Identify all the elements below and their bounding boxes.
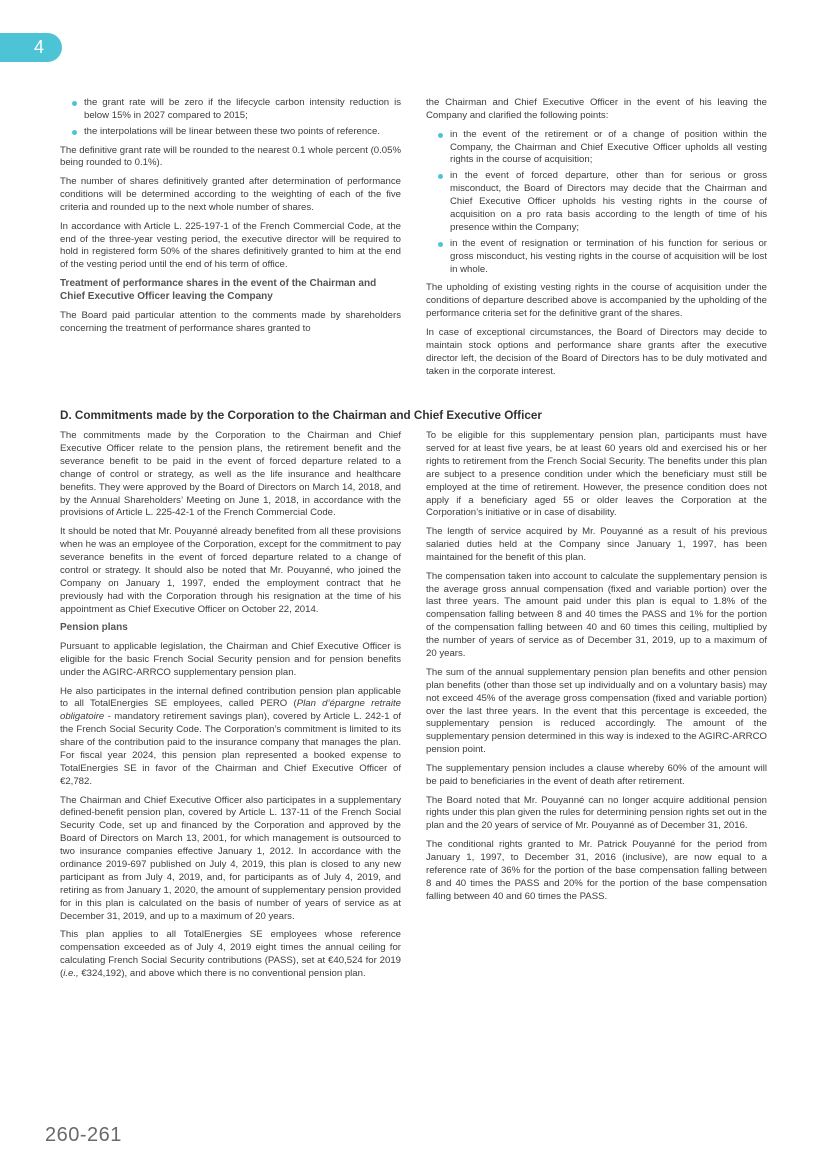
chapter-number: 4: [34, 37, 45, 57]
text-run: He also participates in the internal defined contribution pension plan applicable to all TotalEnergies SE employees, called PERO (: [60, 685, 401, 710]
paragraph: The Chairman and Chief Executive Officer also participates in a supplementary defined-benefit pension plan, covered by Article L. 137-11 of the French Social Security Code, set up and financed by the Corporation and approved by the Board of Directors on March 13, 2001, for which management is outsourced to two insurance companies effective January 1, 2012. In accordance with the ordinance 2019-697 published on July 4, 2019, this plan is closed to any new participant as from July 4, 2019, and, for participants as of July 4, 2019, and retiring as from January 1, 2020, the amount of supplementary pension provided for in this plan is calculated on the basis of number of years of service as at December 31, 2019, and up to a maximum of 20 years.: [60, 794, 401, 922]
bullet-list: [426, 129, 767, 277]
italic-text: i.e.,: [63, 968, 79, 980]
chapter-tab: [0, 33, 62, 62]
paragraph: To be eligible for this supplementary pension plan, participants must have served for at least five years, be at least 60 years old and exercised his or her rights to retirement from the French Social Security. The benefits under this plan are subject to a presence condition under which the beneficiary must still be employed at the time of retirement. However, the presence condition does not apply if a beneficiary aged 55 or older leaves the Corporation at the Corporation’s initiative or in case of disability.: [426, 430, 767, 519]
column-2: [426, 97, 767, 384]
list-item: in the event of forced departure, other than for serious or gross misconduct, the Board of Directors may decide that the Chairman and Chief Executive Officer upholds his vesting rights in the course of acquisition on a pro rata basis according to the length of time of his presence within the Company;: [426, 170, 767, 235]
text-run: - mandatory retirement savings plan), covered by Article L. 242-1 of the French Social Security Code. The Corporation’s commitment is limited to its share of the contribution paid to the insurance company that manages the plan. For fiscal year 2024, this pension plan represented a booked expense to TotalEnergies SE in favor of the Chairman and Chief Executive Officer of €2,782.: [60, 711, 401, 787]
section-title: D. Commitments made by the Corporation to the Chairman and Chief Executive Officer: [60, 409, 542, 422]
paragraph: The conditional rights granted to Mr. Patrick Pouyanné for the period from January 1, 1997, to December 31, 2016 (inclusive), are now equal to a reference rate of 36% for the portion of the base compensation falling between 8 and 40 times the PASS and 20% for the portion of the base compensation falling between 40 and 60 times the PASS.: [426, 839, 767, 902]
paragraph: The definitive grant rate will be rounded to the nearest 0.1 whole percent (0.05% being rounded to 0.1%).: [60, 144, 401, 169]
paragraph: The length of service acquired by Mr. Pouyanné as a result of his previous salaried duties held at the Company since January 1, 1997, has been maintained for the benefit of this plan.: [426, 526, 767, 563]
page-numbers: 260-261: [45, 1124, 122, 1146]
column-1: [60, 97, 401, 341]
paragraph: The compensation taken into account to calculate the supplementary pension is the average gross annual compensation (fixed and variable portion) over the last three years. The amount paid under this plan is equal to 1.8% of the compensation falling between 8 and 40 times the PASS and 1% for the portion of the compensation falling between 40 and 60 times this ceiling, multiplied by the number of years of service as of December 31, 2019, up to a maximum of 20 years.: [426, 570, 767, 660]
paragraph: The supplementary pension includes a clause whereby 60% of the amount will be paid to beneficiaries in the event of death after retirement.: [426, 762, 767, 787]
paragraph: The Board noted that Mr. Pouyanné can no longer acquire additional pension rights under this plan given the rules for determining pension rights set out in the plan and the 20 years of service of Mr. Pouyanné as of December 31, 2016.: [426, 794, 767, 832]
list-item: the grant rate will be zero if the lifecycle carbon intensity reduction is below 15% in 2027 compared to 2015;: [60, 97, 401, 123]
column-4: [426, 430, 767, 909]
italic-text: Plan d’épargne retraite obligatoire: [60, 698, 401, 723]
bullet-list: [60, 97, 401, 139]
list-item: the interpolations will be linear between these two points of reference.: [60, 126, 401, 139]
text-run: This plan applies to all TotalEnergies SE employees whose reference compensation exceeded as of July 4, 2019 eight times the annual ceiling for calculating French Social Security contributions (PASS), set at €40,524 for 2019 (: [60, 929, 401, 980]
paragraph: The number of shares definitively granted after determination of performance conditions will be determined according to the weighting of each of the five criteria and rounded up to the next whole number of shares.: [60, 176, 401, 213]
paragraph: The Board paid particular attention to the comments made by shareholders concerning the treatment of performance shares granted to: [60, 309, 401, 334]
list-item: in the event of resignation or termination of his function for serious or gross misconduct, his vesting rights in the course of acquisition will be lost in whole.: [426, 238, 767, 277]
paragraph: It should be noted that Mr. Pouyanné already benefited from all these provisions when he was an employee of the Corporation, except for the commitment to pay severance benefits in the event of forced departure related to a change of control or strategy. It should also be noted that Mr. Pouyanné, who joined the Company on January 1, 1997, ended the employment contract that he previously had with the Corporation through his resignation at the time of his appointment as Chief Executive Officer on October 22, 2014.: [60, 526, 401, 615]
subheading: Treatment of performance shares in the event of the Chairman and Chief Executive Officer leaving the Company: [60, 278, 377, 302]
paragraph: [60, 929, 401, 981]
subheading: Pension plans: [60, 622, 128, 634]
paragraph: The sum of the annual supplementary pension plan benefits and other pension plan benefits (other than those set up individually and on a voluntary basis) may not exceed 45% of the average gross compensation (fixed and variable portion) over the last three years. In the event that this percentage is exceeded, the supplementary pension is reduced accordingly. The amount of the supplementary pension determined in this way is indexed to the AGIRC-ARRCO pension point.: [426, 666, 767, 756]
paragraph: The upholding of existing vesting rights in the course of acquisition under the conditions of departure described above is accompanied by the upholding of the performance criteria set for the definitive grant of the shares.: [426, 282, 767, 320]
paragraph: In accordance with Article L. 225-197-1 of the French Commercial Code, at the end of the three-year vesting period, the executive director will be required to hold in registered form 50% of the shares definitively granted to him at the end of the vesting period until the end of his term of office.: [60, 220, 401, 271]
paragraph: In case of exceptional circumstances, the Board of Directors may decide to maintain stock options and performance share grants after the executive director left, the decision of the Board of Directors has to be duly motivated and taken in the corporate interest.: [426, 326, 767, 377]
paragraph: [60, 686, 401, 789]
paragraph: The commitments made by the Corporation to the Chairman and Chief Executive Officer relate to the pension plans, the retirement benefit and the severance benefit to be paid in the event of forced departure related to a change of control or strategy, as well as the life insurance and healthcare benefits. They were approved by the Board of Directors on March 14, 2018, and by the Annual Shareholders’ Meeting on June 1, 2018, in accordance with the provisions of Article L. 225-42-1 of the French Commercial Code.: [60, 430, 401, 519]
paragraph: the Chairman and Chief Executive Officer in the event of his leaving the Company and clarified the following points:: [426, 97, 767, 121]
text-run: €324,192), and above which there is no conventional pension plan.: [78, 968, 366, 980]
paragraph: Pursuant to applicable legislation, the Chairman and Chief Executive Officer is eligible for the basic French Social Security pension and for pension benefits under the AGIRC-ARRCO supplementary pension plan.: [60, 640, 401, 678]
list-item: in the event of the retirement or of a change of position within the Company, the Chairman and Chief Executive Officer upholds all vesting rights in the course of acquisition;: [426, 129, 767, 168]
column-3: [60, 430, 401, 987]
